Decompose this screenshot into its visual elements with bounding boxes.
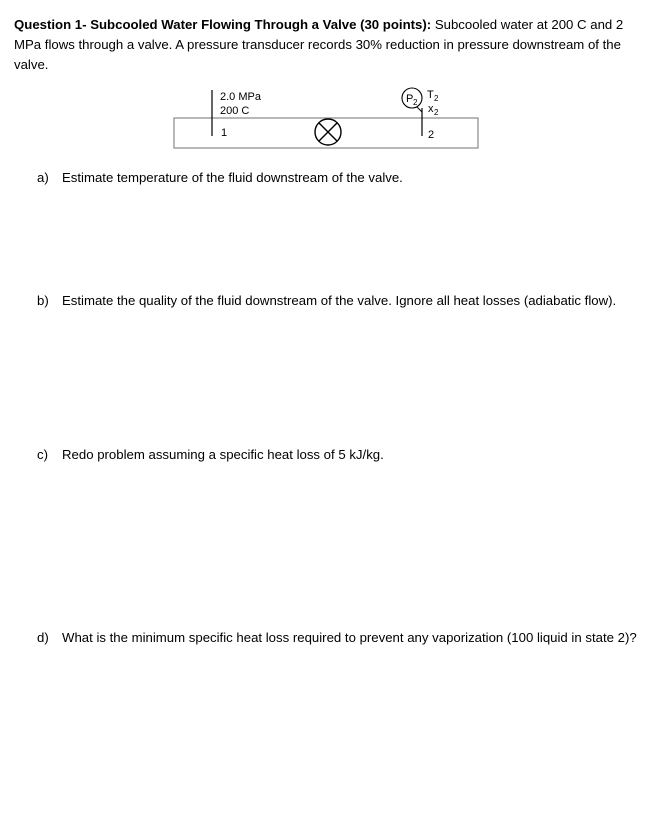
part-b-label: b) [37,293,49,308]
part-d-text: What is the minimum specific heat loss required to prevent any vaporization (100 liquid in state 2)? [62,630,637,645]
transducer-sub: 2 [413,98,418,107]
inlet-temperature-label: 200 C [220,105,250,117]
t2-sub: 2 [434,94,439,103]
part-d-label: d) [37,630,49,645]
part-c [37,445,647,465]
part-a-label: a) [37,170,49,185]
state2-label: 2 [428,129,435,141]
pressure-transducer-icon [402,88,422,112]
part-c-text: Redo problem assuming a specific heat loss of 5 kJ/kg. [62,447,384,462]
x2-sub: 2 [434,108,439,117]
part-a-text: Estimate temperature of the fluid downstream of the valve. [62,170,403,185]
question-heading: Question 1- Subcooled Water Flowing Through a Valve (30 points): [14,17,432,32]
state1-label: 1 [221,127,228,139]
part-b [37,291,647,311]
part-a [37,168,647,188]
part-c-label: c) [37,447,48,462]
transducer-letter: P [406,93,414,105]
valve-diagram [170,84,490,156]
t2-letter: T [427,89,434,101]
question-body: Subcooled water at 200 C and 2 MPa flows through a valve. A pressure transducer records 30% reduction in pressure downstream of the valve. [14,17,624,72]
question-intro [14,15,654,75]
part-b-text: Estimate the quality of the fluid downstream of the valve. Ignore all heat losses (adiabatic flow). [62,293,617,308]
x2-letter: x [428,103,434,115]
inlet-pressure-label: 2.0 MPa [220,91,261,103]
valve-diagram-svg [170,84,490,156]
part-d [37,628,647,648]
valve-icon [315,119,341,145]
